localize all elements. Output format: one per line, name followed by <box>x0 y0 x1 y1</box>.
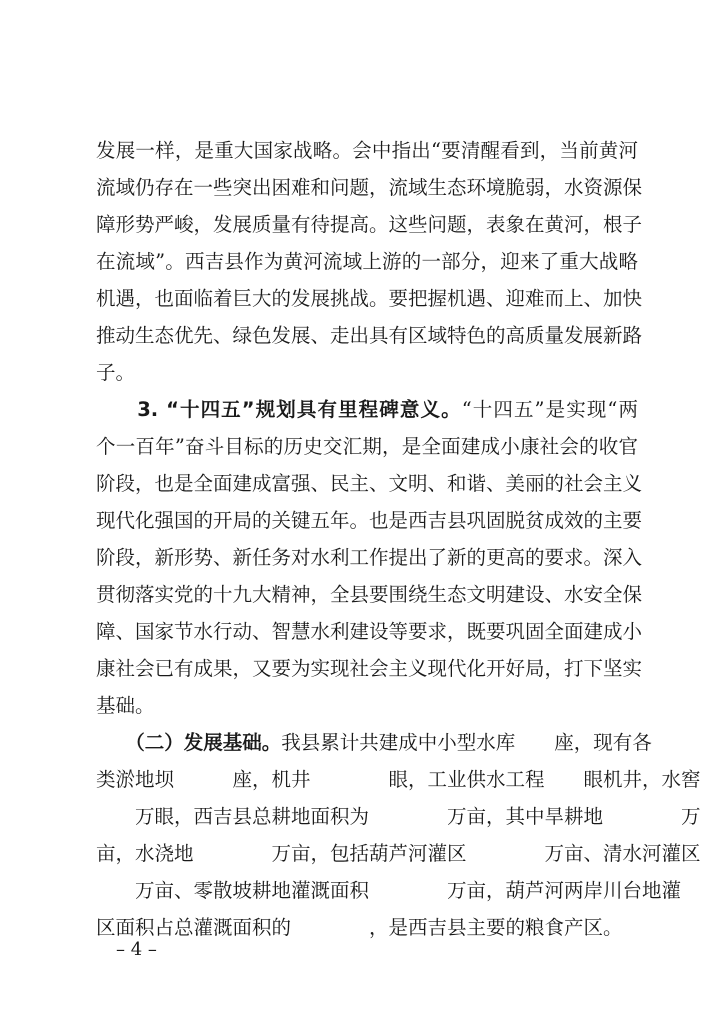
page-number: – 4 – <box>116 939 157 960</box>
paragraph-line: 流域仍存在一些突出困难和问题，流域生态环境脆弱，水资源保 <box>96 176 643 199</box>
paragraph-line: 发展一样，是重大国家战略。会中指出“要清醒看到，当前黄河 <box>96 139 638 162</box>
paragraph-line: 基础。 <box>96 694 155 717</box>
paragraph-line: 在流域”。西吉县作为黄河流域上游的一部分，迎来了重大战略 <box>96 250 638 273</box>
section-3-lead-text: “十四五”是实现“两 <box>461 398 638 421</box>
section-2-heading: （二）发展基础。 <box>135 731 282 754</box>
paragraph-line: 个一百年”奋斗目标的历史交汇期，是全面建成小康社会的收官 <box>96 435 638 458</box>
paragraph-line: 障、国家节水行动、智慧水利建设等要求，既要巩固全面建成小 <box>96 620 643 643</box>
paragraph-line: 万亩、零散坡耕地灌溉面积 万亩，葫芦河两岸川台地灌 <box>96 879 682 902</box>
section-2-lead-text: 我县累计共建成中小型水库 座，现有各 <box>281 731 652 754</box>
paragraph-line: 贯彻落实党的十九大精神，全县要围绕生态文明建设、水安全保 <box>96 583 643 606</box>
paragraph-line: 类淤地坝 座，机井 眼，工业供水工程 眼机井，水窖 <box>96 768 701 791</box>
section-3-first-line <box>96 396 638 424</box>
paragraph-line: 万眼，西吉县总耕地面积为 万亩，其中旱耕地 万 <box>96 805 701 828</box>
paragraph-line: 亩，水浇地 万亩，包括葫芦河灌区 万亩、清水河灌区 <box>96 842 701 865</box>
paragraph-line: 机遇，也面临着巨大的发展挑战。要把握机遇、迎难而上、加快 <box>96 287 643 310</box>
section-3-heading: 3. “十四五”规划具有里程碑意义。 <box>137 398 462 421</box>
paragraph-line: 障形势严峻，发展质量有待提高。这些问题，表象在黄河，根子 <box>96 213 643 236</box>
paragraph-line: 阶段，也是全面建成富强、民主、文明、和谐、美丽的社会主义 <box>96 472 643 495</box>
paragraph-line: 子。 <box>96 361 136 384</box>
paragraph-line: 康社会已有成果，又要为实现社会主义现代化开好局，打下坚实 <box>96 657 643 680</box>
paragraph-line: 推动生态优先、绿色发展、走出具有区域特色的高质量发展新路 <box>96 324 643 347</box>
paragraph-line: 区面积占总灌溉面积的 ，是西吉县主要的粮食产区。 <box>96 916 623 939</box>
section-2-first-line <box>96 729 652 757</box>
paragraph-line: 现代化强国的开局的关键五年。也是西吉县巩固脱贫成效的主要 <box>96 509 643 532</box>
paragraph-line: 阶段，新形势、新任务对水利工作提出了新的更高的要求。深入 <box>96 546 643 569</box>
